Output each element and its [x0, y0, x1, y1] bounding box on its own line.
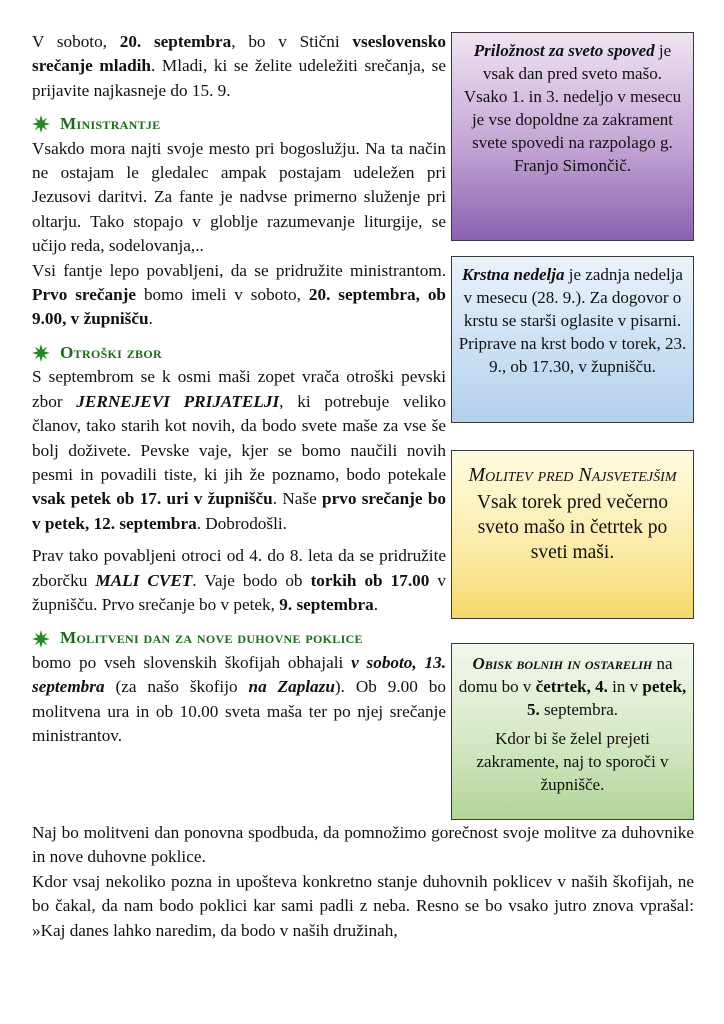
heading-text: Ministrantje	[60, 114, 161, 134]
text: Prav tako povabljeni otroci od 4. do 8. leta da se pridružite zborčku	[32, 546, 446, 590]
text: bomo imeli v soboto,	[136, 285, 309, 305]
section-heading-ministranti	[32, 112, 446, 136]
intro-paragraph	[32, 30, 446, 103]
molitev-box	[451, 450, 694, 619]
text-bold: torkih ob 17.00	[310, 570, 430, 590]
box-text: je zadnja nedelja v mesecu (28. 9.). Za dogovor o krstu se starši oglasite v pisarni. Priprave na krst bodo v torek, 23. 9., ob 17.30, v župnišču.	[458, 265, 687, 376]
text: in v	[607, 677, 643, 696]
ministranti-invite	[32, 259, 446, 332]
choir-name: JERNEJEVI PRIJATELJI	[76, 391, 280, 411]
box-text: Vsako 1. in 3. nedeljo v mesecu je vse dopoldne za zakrament svete spovedi na razpolago g. Franjo Simončič.	[463, 87, 682, 175]
text: S septembrom se k osmi maši zopet vrača otroški pevski zbor	[32, 367, 446, 411]
text: ). Ob 9.00 bo molitvena ura in ob 10.00 sveta maša ter po njej srečanje ministrantov.	[32, 677, 446, 745]
obisk-box	[451, 643, 694, 820]
mali-cvet-paragraph	[32, 544, 446, 617]
box-text: Vsak torek pred večerno sveto mašo in četrtek po sveti maši.	[476, 492, 669, 563]
krstna-box	[451, 256, 694, 423]
date: četrtek, 4.	[535, 677, 608, 696]
box-title: Obisk bolnih in ostarelih	[472, 654, 653, 673]
text: . Dobrodošli.	[196, 513, 287, 533]
date: petek, 5.	[526, 677, 687, 719]
section-heading-molitveni	[32, 626, 446, 650]
text: bomo po vseh slovenskih škofijah obhajali	[32, 652, 352, 672]
text-bold: 20. septembra, ob 9.00, v župnišču	[32, 285, 446, 329]
star-icon	[32, 344, 50, 362]
section-heading-otroski	[32, 341, 446, 365]
box-text: je vsak dan pred sveto mašo.	[483, 41, 672, 83]
box-title: Krstna nedelja	[462, 265, 565, 284]
main-column	[32, 30, 446, 748]
star-icon	[32, 115, 50, 133]
text-bold: vsak petek ob 17. uri v župnišču	[32, 489, 273, 509]
box-text: Kdor bi še želel prejeti zakramente, naj to sporoči v župnišče.	[476, 729, 669, 794]
text: .	[148, 309, 153, 329]
date: v soboto, 13. septembra	[32, 652, 447, 697]
text: . Naše	[272, 489, 323, 509]
text: .	[373, 594, 379, 614]
event-name: vseslovensko srečanje mladih	[32, 32, 447, 76]
place: na Zaplazu	[248, 677, 335, 697]
text-bold: Prvo srečanje	[32, 285, 137, 305]
date: 20. septembra	[119, 32, 232, 51]
text: . Vaje bodo ob	[192, 570, 311, 590]
otroski-paragraph	[32, 365, 446, 536]
paragraph: Kdor vsaj nekoliko pozna in upošteva konkretno stanje duhovnih poklicev v naših škofijah, ne bo čakal, da nam bodo poklici kar sami padli z neba. Resno se bo vsako jutro znova vprašal: »Kaj danes lahko naredim, da bodo v naših družinah,	[32, 871, 694, 940]
text: na domu bo v	[458, 654, 673, 696]
paragraph: Naj bo molitveni dan ponovna spodbuda, da pomnožimo gorečnost svoje molitve za duhovnike in nove duhovne poklice.	[32, 823, 694, 867]
text-bold: 9. septembra	[279, 594, 374, 614]
text: , bo v Stični	[231, 32, 353, 51]
text: v župnišču. Prvo srečanje bo v petek,	[32, 570, 446, 614]
heading-text: Otroški zbor	[60, 342, 162, 362]
molitveni-paragraph	[32, 651, 446, 749]
star-icon	[32, 630, 50, 648]
box-title: Molitev pred Najsvetejšim	[468, 464, 677, 486]
text: (za našo škofijo	[104, 677, 249, 697]
text: Vsi fantje lepo povabljeni, da se pridružite ministrantom.	[32, 260, 446, 280]
text: septembra.	[539, 700, 619, 719]
text: , ki potrebuje veliko članov, tako starih kot novih, da bodo svete maše za vse še bolj doživete. Pevske vaje, kjer se bomo naučili novih pesmi in povadili tiste, ki jih že poznamo, bodo potekale	[32, 391, 446, 484]
text: . Mladi, ki se želite udeležiti srečanja, se prijavite najkasneje do 15. 9.	[32, 56, 446, 100]
box-title: Priložnost za sveto spoved	[473, 41, 655, 60]
ministranti-paragraph: Vsakdo mora najti svoje mesto pri bogoslužju. Na ta način ne ostajam le gledalec ampak postajam udeležen pri Jezusovi daritvi. Za fante je nadvse primerno služenje pri oltarju. Tako stopajo v globlje razumevanje liturgije, se učijo reda, sodelovanja,..	[32, 138, 446, 256]
text: V soboto,	[32, 32, 120, 51]
full-width-text	[32, 821, 694, 943]
heading-text: Molitveni dan za nove duhovne poklice	[60, 628, 363, 648]
text-bold: prvo srečanje bo v petek, 12. septembra	[32, 489, 446, 533]
spoved-box	[451, 32, 694, 241]
choir-name: MALI CVET	[95, 570, 193, 590]
box-text	[458, 652, 687, 721]
